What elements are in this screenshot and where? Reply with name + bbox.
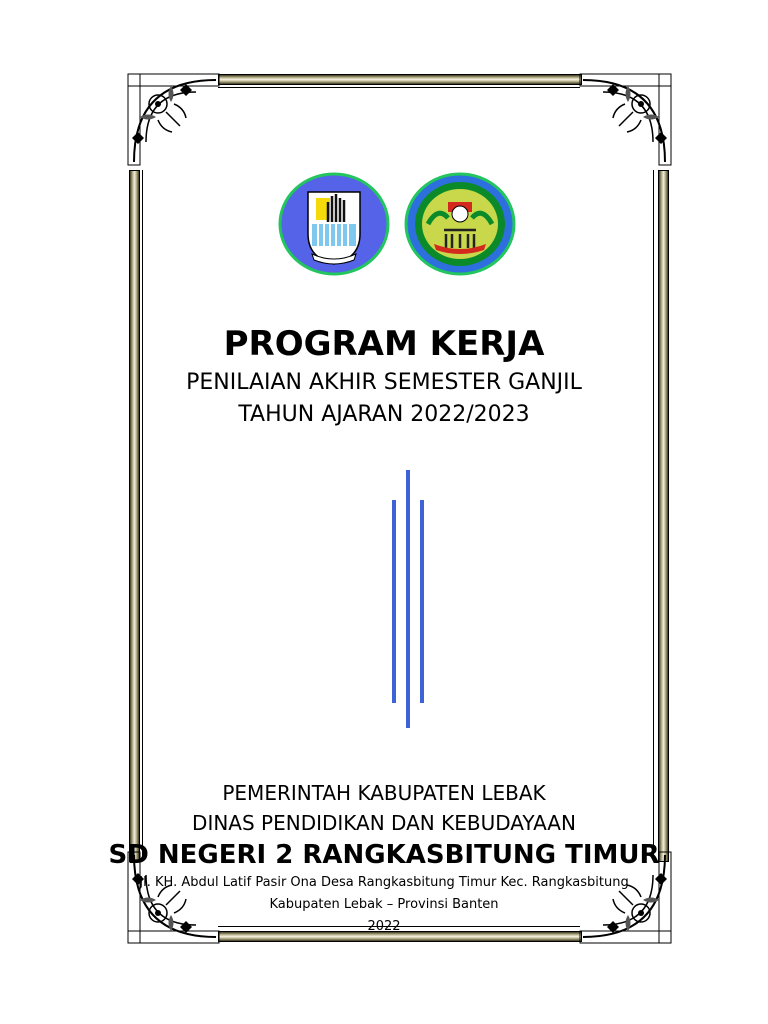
decorative-line	[392, 500, 396, 703]
border-line	[142, 170, 143, 860]
document-title: PROGRAM KERJA	[223, 324, 545, 364]
ornament-corner-icon	[126, 72, 221, 167]
document-subtitle: PENILAIAN AKHIR SEMESTER GANJIL	[186, 370, 582, 395]
academic-year: TAHUN AJARAN 2022/2023	[238, 402, 530, 427]
decorative-line	[420, 500, 424, 703]
school-address: Jl. KH. Abdul Latif Pasir Ona Desa Rangkasbitung Timur Kec. Rangkasbitung	[139, 875, 629, 890]
school-name: SD NEGERI 2 RANGKASBITUNG TIMUR	[108, 840, 660, 870]
border-left	[129, 170, 140, 862]
ornament-corner-icon	[578, 72, 673, 167]
border-right	[658, 170, 669, 862]
decorative-line	[406, 470, 410, 728]
border-line	[653, 170, 654, 860]
kabupaten-lebak-emblem-icon	[278, 172, 390, 276]
dinas-pendidikan-emblem-icon	[404, 172, 516, 276]
department-name: DINAS PENDIDIKAN DAN KEBUDAYAAN	[192, 811, 576, 835]
school-region: Kabupaten Lebak – Provinsi Banten	[269, 897, 499, 912]
border-top	[218, 74, 582, 85]
border-line	[218, 87, 580, 88]
document-year: 2022	[367, 919, 401, 934]
government-name: PEMERINTAH KABUPATEN LEBAK	[222, 781, 546, 805]
